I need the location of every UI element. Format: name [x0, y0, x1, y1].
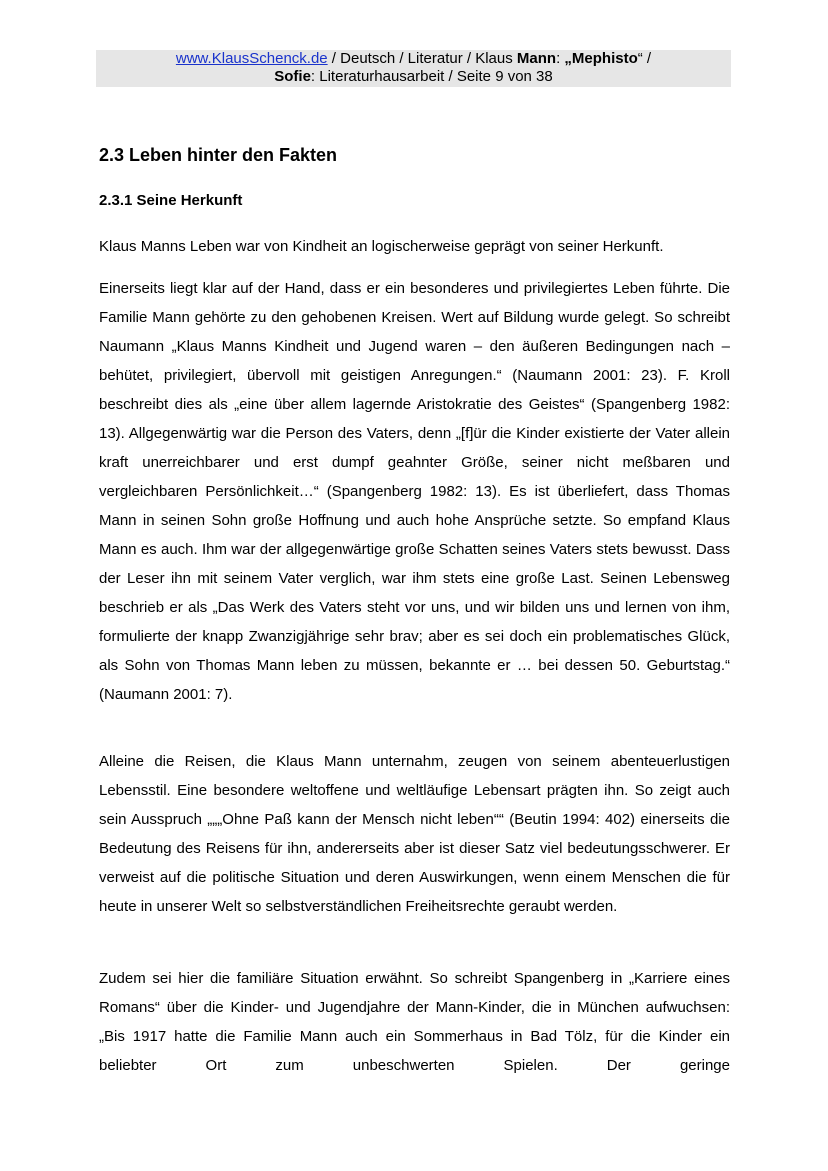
header-line-2 [96, 68, 731, 86]
header-author: Mann [516, 50, 557, 67]
paragraph: Alleine die Reisen, die Klaus Mann unternahm, zeugen von seinem abenteuerlustigen Lebensstil. Eine besondere weltoffene und weltläufige Lebensart prägten ihn. So zeigt auch sein Ausspruch „„„Ohne Paß kann der Mensch nicht leben““ (Beutin 1994: 402) einerseits die Bedeutung des Reisens für ihn, andererseits aber ist dieser Satz viel bedeutungsschwerer. Er verweist auf die politische Situation und deren Auswirkungen, wenn einem Menschen die für heute in unserer Welt so selbstverständlichen Freiheitsrechte geraubt werden. [99, 753, 730, 915]
header-crumb-end: “ / [637, 50, 652, 67]
website-link[interactable]: www.KlausSchenck.de [175, 50, 328, 67]
paragraph: Zudem sei hier die familiäre Situation erwähnt. So schreibt Spangenberg in „Karriere eines Romans“ über die Kinder- und Jugendjahre der Mann-Kinder, die in München aufwuchsen: „Bis 1917 hatte die Familie Mann auch ein Sommerhaus in Bad Tölz, für die Kinder ein beliebter Ort zum unbeschwerten Spielen. Der geringe [99, 970, 730, 1074]
header-line-1 [96, 50, 731, 68]
subsection-heading: 2.3.1 Seine Herkunft [99, 192, 243, 209]
paragraph: Einerseits liegt klar auf der Hand, dass er ein besonderes und privilegiertes Leben führte. Die Familie Mann gehörte zu den gehobenen Kreisen. Wert auf Bildung wurde gelegt. So schreibt Naumann „Klaus Manns Kindheit und Jugend waren – den äußeren Bedingungen nach – behütet, privilegiert, übervoll mit geistigen Anregungen.“ (Naumann 2001: 23). F. Kroll beschreibt dies als „eine über allem lagernde Aristokratie des Geistes“ (Spangenberg 1982: 13). Allgegenwärtig war die Person des Vaters, denn „[f]ür die Kinder existierte der Vater allein kraft unerreichbarer und erst dumpf geahnter Größe, seiner nicht meßbaren und vergleichbaren Persönlichkeit…“ (Spangenberg 1982: 13). Es ist überliefert, dass Thomas Mann in seinen Sohn große Hoffnung und auch hohe Ansprüche setzte. So empfand Klaus Mann es auch. Ihm war der allgegenwärtige große Schatten seines Vaters stets bewusst. Dass der Leser ihn mit seinem Vater verglich, war ihm stets eine große Last. Seinen Lebensweg beschrieb er als „Das Werk des Vaters steht vor uns, und wir bilden uns und lernen von ihm, formulierte der knapp Zwanzigjährige sehr brav; aber es sei doch ein problematisches Glück, als Sohn von Thomas Mann leben zu müssen, bekannte er … bei dessen 50. Geburtstag.“ (Naumann 2001: 7). [99, 280, 730, 703]
header-colon: : [556, 50, 565, 67]
paragraph: Klaus Manns Leben war von Kindheit an logischerweise geprägt von seiner Herkunft. [99, 238, 664, 255]
header-student: Sofie [274, 68, 311, 85]
header-crumb: / Deutsch / Literatur / Klaus [327, 50, 517, 67]
page-header [96, 50, 731, 87]
header-page-info: : Literaturhausarbeit / Seite 9 von 38 [310, 68, 553, 85]
section-heading: 2.3 Leben hinter den Fakten [99, 145, 338, 165]
header-book-title: „Mephisto [564, 50, 638, 67]
